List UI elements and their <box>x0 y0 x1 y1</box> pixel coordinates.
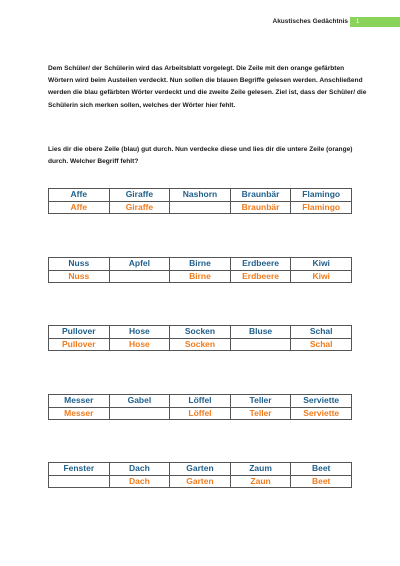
blue-row <box>49 189 352 202</box>
word-cell: Flamingo <box>291 189 352 202</box>
word-cell: Socken <box>170 326 231 339</box>
word-cell: Hose <box>109 326 170 339</box>
word-table-house <box>48 462 352 488</box>
word-cell <box>109 407 170 420</box>
word-table-fruits <box>48 257 352 283</box>
word-cell: Pullover <box>49 326 110 339</box>
word-cell: Teller <box>230 395 291 408</box>
header-title: Akustisches Gedächtnis <box>272 18 348 25</box>
word-cell: Affe <box>49 189 110 202</box>
word-cell: Birne <box>170 270 231 283</box>
word-cell: Erdbeere <box>230 258 291 271</box>
word-cell: Löffel <box>170 407 231 420</box>
word-cell: Teller <box>230 407 291 420</box>
word-cell: Schal <box>291 338 352 351</box>
word-cell: Braunbär <box>230 201 291 214</box>
word-cell: Garten <box>170 463 231 476</box>
orange-row <box>49 201 352 214</box>
word-table-animals <box>48 188 352 214</box>
word-cell: Beet <box>291 463 352 476</box>
word-table-cutlery <box>48 394 352 420</box>
blue-row <box>49 463 352 476</box>
word-cell: Socken <box>170 338 231 351</box>
page-header <box>0 17 400 29</box>
blue-row <box>49 258 352 271</box>
word-cell: Affe <box>49 201 110 214</box>
word-cell: Birne <box>170 258 231 271</box>
word-cell: Bluse <box>230 326 291 339</box>
word-cell: Erdbeere <box>230 270 291 283</box>
word-cell <box>170 201 231 214</box>
blue-row <box>49 395 352 408</box>
word-cell: Zaun <box>230 475 291 488</box>
word-cell: Zaum <box>230 463 291 476</box>
word-cell: Hose <box>109 338 170 351</box>
word-cell: Schal <box>291 326 352 339</box>
word-cell: Messer <box>49 395 110 408</box>
word-cell: Nuss <box>49 270 110 283</box>
word-cell: Fenster <box>49 463 110 476</box>
word-cell: Nuss <box>49 258 110 271</box>
orange-row <box>49 475 352 488</box>
blue-row <box>49 326 352 339</box>
word-cell: Löffel <box>170 395 231 408</box>
orange-row <box>49 338 352 351</box>
word-cell: Pullover <box>49 338 110 351</box>
word-cell: Messer <box>49 407 110 420</box>
word-cell <box>230 338 291 351</box>
word-cell: Serviette <box>291 395 352 408</box>
word-cell: Nashorn <box>170 189 231 202</box>
word-cell: Garten <box>170 475 231 488</box>
word-cell: Kiwi <box>291 270 352 283</box>
word-cell <box>109 270 170 283</box>
word-cell: Giraffe <box>109 189 170 202</box>
page-number-badge: 1 <box>350 17 400 27</box>
word-cell: Beet <box>291 475 352 488</box>
word-cell: Dach <box>109 463 170 476</box>
orange-row <box>49 407 352 420</box>
word-cell: Serviette <box>291 407 352 420</box>
word-cell: Flamingo <box>291 201 352 214</box>
word-cell: Giraffe <box>109 201 170 214</box>
teacher-instructions: Dem Schüler/ der Schülerin wird das Arbeitsblatt vorgelegt. Die Zeile mit den orange gefärbten Wörtern wird beim Austeilen verdeckt. Nun sollen die blauen Begriffe gelesen werden. Anschließend werden die blau gefärbten Wörter verdeckt und die zweite Zeile gelesen. Ziel ist, dass der Schüler/ die Schülerin sich merken sollen, welches der Wörter hier fehlt. <box>48 65 367 109</box>
student-instructions: Lies dir die obere Zeile (blau) gut durch. Nun verdecke diese und lies dir die untere Zeile (orange) durch. Welcher Begriff fehlt? <box>48 146 353 166</box>
word-cell <box>49 475 110 488</box>
word-cell: Apfel <box>109 258 170 271</box>
word-cell: Braunbär <box>230 189 291 202</box>
word-table-clothes <box>48 325 352 351</box>
orange-row <box>49 270 352 283</box>
word-cell: Kiwi <box>291 258 352 271</box>
word-cell: Gabel <box>109 395 170 408</box>
word-cell: Dach <box>109 475 170 488</box>
